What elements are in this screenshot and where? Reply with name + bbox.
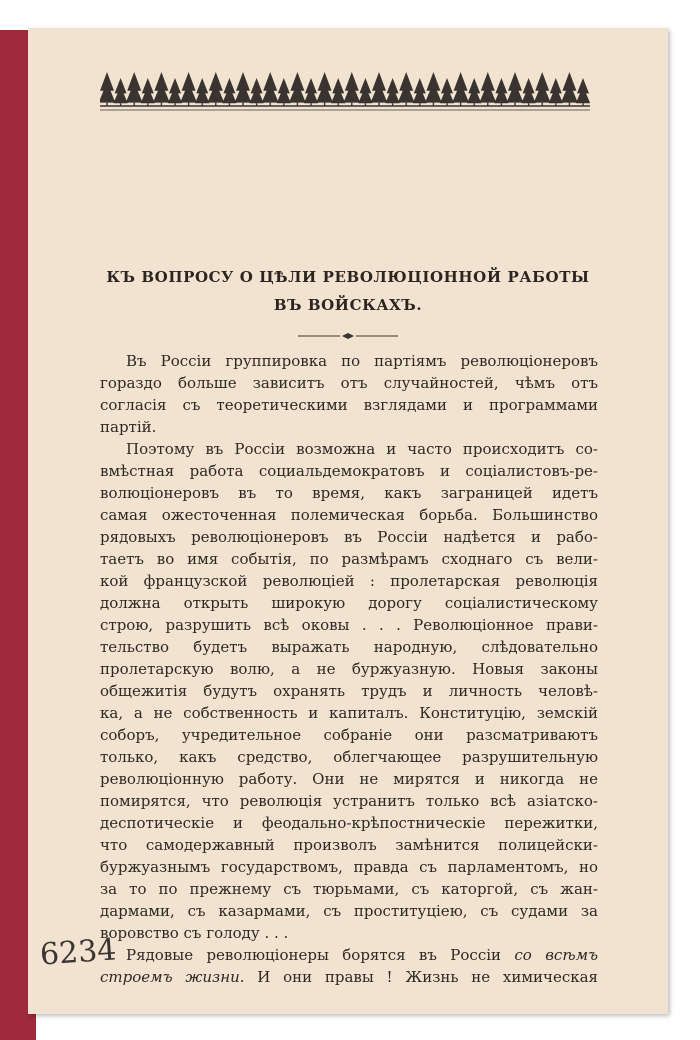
text-line: строю, разрушить всѣ оковы . . . Революціонное прави- [100, 616, 598, 634]
tree-glyph [507, 72, 524, 103]
text-line: только, какъ средство, облегчающее разрушительную [100, 748, 598, 766]
text-line: соборъ, учредительное собраніе они разсматриваютъ [100, 726, 598, 744]
article-title-line-1: КЪ ВОПРОСУ О ЦѢЛИ РЕВОЛЮЦІОННОЙ РАБОТЫ [106, 268, 590, 286]
text-line: что самодержавный произволъ замѣнится полицейски- [100, 836, 598, 854]
tree-glyph [113, 78, 127, 103]
text-line: партій. [100, 418, 157, 436]
title-divider-icon [298, 332, 398, 340]
document-page [28, 28, 668, 1014]
text-line: кой французской революціей : пролетарская революція [100, 572, 598, 590]
tree-glyph [467, 78, 481, 103]
tree-glyph [371, 72, 388, 103]
text-line: пролетарскую волю, а не буржуазную. Новыя законы [100, 660, 598, 678]
tree-glyph [207, 72, 224, 103]
text-line: воровство съ голоду . . . [100, 924, 289, 942]
tree-glyph [561, 72, 578, 103]
tree-glyph [413, 78, 427, 103]
text-line: согласія съ теоретическими взглядами и программами [100, 396, 598, 414]
tree-glyph [534, 72, 551, 103]
text-line: общежитія будутъ охранять трудъ и личность человѣ- [100, 682, 598, 700]
article-body [100, 350, 598, 988]
tree-glyph [479, 72, 496, 103]
tree-glyph [343, 72, 360, 103]
text-line: ка, а не собственность и капиталъ. Конституцію, земскій [100, 704, 598, 722]
text-line: деспотическіе и феодально-крѣпостническіе пережитки, [100, 814, 598, 832]
tree-glyph [262, 72, 279, 103]
text-line: Въ Россіи группировка по партіямъ революціонеровъ [126, 352, 598, 370]
tree-glyph [304, 78, 318, 103]
text-line: волюціонеровъ въ то время, какъ заграницей идетъ [100, 484, 598, 502]
text-line: должна открыть широкую дорогу соціалистическому [100, 594, 598, 612]
text-line: буржуазнымъ государствомъ, правда съ парламентомъ, но [100, 858, 598, 876]
tree-glyph [425, 72, 442, 103]
text-line: самая ожесточенная полемическая борьба. Большинство [100, 506, 598, 524]
text-line: Рядовые революціонеры борятся въ Россіи со всѣмъ [126, 946, 598, 964]
text-line: строемъ жизни. И они правы ! Жизнь не химическая [100, 968, 599, 986]
tree-glyph [195, 78, 209, 103]
tree-glyph [385, 78, 399, 103]
tree-glyph [222, 78, 236, 103]
handwritten-inventory-number: 6234 [38, 932, 118, 973]
tree-glyph [316, 72, 333, 103]
tree-ornament-icon [100, 66, 590, 114]
tree-glyph [440, 78, 454, 103]
tree-glyph [277, 78, 291, 103]
tree-glyph [235, 72, 252, 103]
text-line: рядовыхъ революціонеровъ въ Россіи надѣется и рабо- [100, 528, 598, 546]
tree-glyph [576, 78, 590, 103]
text-line: Поэтому въ Россіи возможна и часто происходитъ со- [126, 440, 598, 458]
text-line: гораздо больше зависитъ отъ случайностей, чѣмъ отъ [100, 374, 598, 392]
tree-glyph [398, 72, 415, 103]
tree-glyph [494, 78, 508, 103]
text-line: дармами, съ казармами, съ проституціею, съ судами за [100, 902, 598, 920]
tree-glyph [521, 78, 535, 103]
tree-glyph [153, 72, 170, 103]
tree-glyph [358, 78, 372, 103]
tree-glyph [452, 72, 469, 103]
tree-glyph [180, 72, 197, 103]
tree-glyph [126, 72, 143, 103]
text-line: революціонную работу. Они не мирятся и никогда не [100, 770, 598, 788]
tree-glyph [289, 72, 306, 103]
text-line: помирятся, что революція устранитъ только всѣ азіатско- [100, 792, 598, 810]
tree-glyph [168, 78, 182, 103]
italic-emphasis: строемъ жизни [100, 968, 240, 986]
text-line: тельство будетъ выражать народную, слѣдовательно [100, 638, 598, 656]
tree-glyph [141, 78, 155, 103]
article-title-line-2: ВЪ ВОЙСКАХЪ. [273, 296, 423, 314]
tree-glyph [331, 78, 345, 103]
tree-glyph [100, 72, 115, 103]
text-line: вмѣстная работа социальдемократовъ и соціалистовъ-ре- [100, 462, 598, 480]
text-line: таетъ во имя событія, по размѣрамъ сходнаго съ вели- [100, 550, 598, 568]
tree-glyph [549, 78, 563, 103]
text-line: за то по прежнему съ тюрьмами, съ каторгой, съ жан- [100, 880, 598, 898]
tree-glyph [249, 78, 263, 103]
italic-emphasis: со всѣмъ [514, 946, 598, 964]
